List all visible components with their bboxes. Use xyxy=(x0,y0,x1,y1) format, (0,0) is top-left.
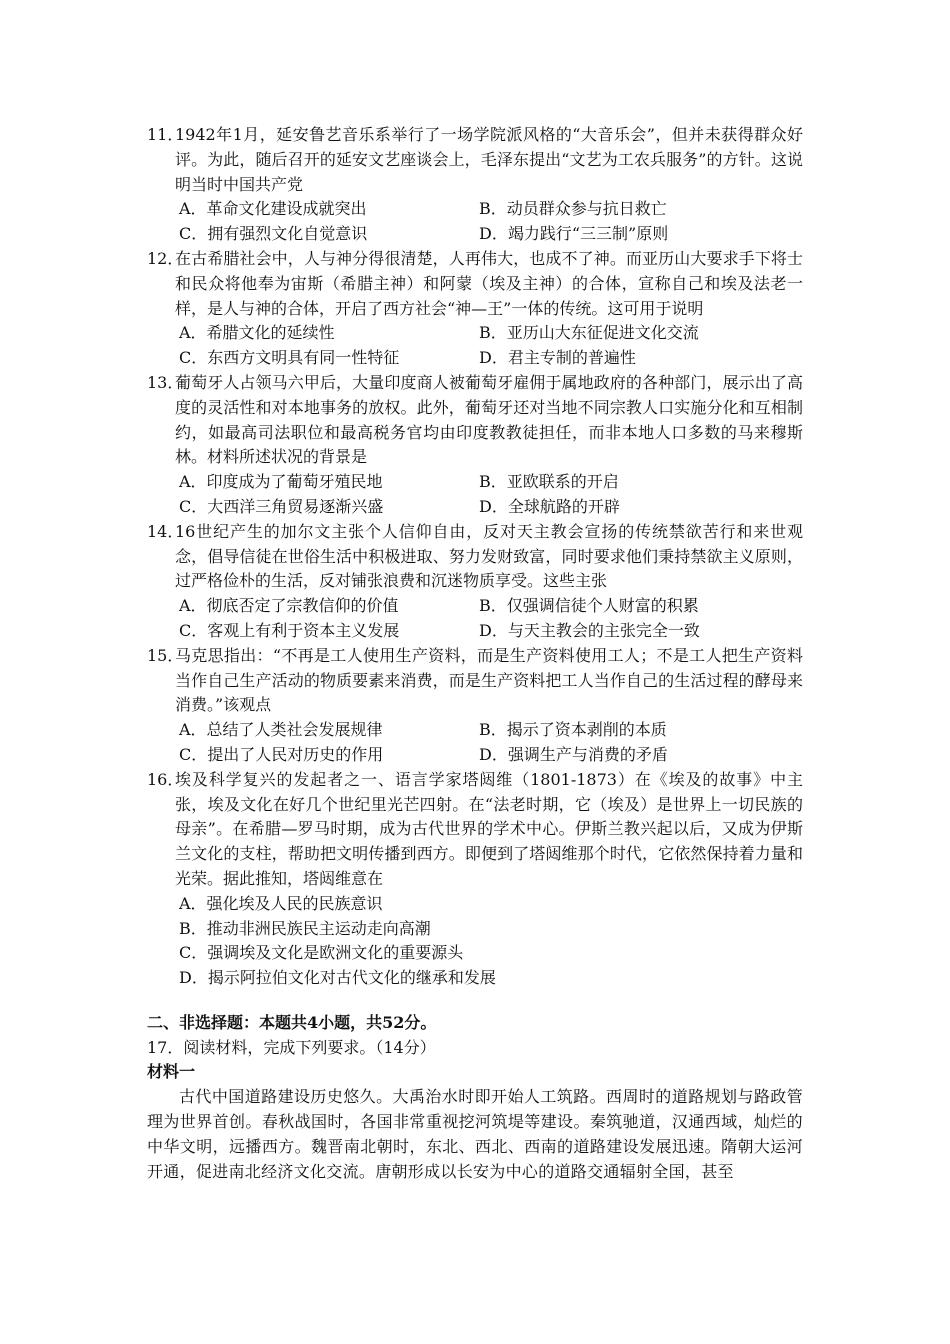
question-15 xyxy=(147,644,803,768)
option-b: B．亚历山大东征促进文化交流 xyxy=(479,323,699,343)
question-13 xyxy=(147,371,803,520)
option-a: A．印度成为了葡萄牙殖民地 xyxy=(179,472,383,492)
question-12 xyxy=(147,247,803,371)
option-c: C．客观上有利于资本主义发展 xyxy=(179,620,400,640)
option-a: A．彻底否定了宗教信仰的价值 xyxy=(179,596,399,616)
option-c: C．东西方文明具有同一性特征 xyxy=(179,348,400,368)
option-a: A．总结了人类社会发展规律 xyxy=(179,720,383,740)
question-number: 15． xyxy=(147,645,184,665)
option-c: C．提出了人民对历史的作用 xyxy=(179,744,384,764)
question-number: 12． xyxy=(147,248,184,268)
option-a: A．希腊文化的延续性 xyxy=(179,323,335,343)
options xyxy=(175,892,803,991)
question-14 xyxy=(147,520,803,644)
question-number: 11． xyxy=(147,125,184,144)
material-text: 古代中国道路建设历史悠久。大禹治水时即开始人工筑路。西周时的道路规划与路政管理为世界首创。春秋战国时，各国非常重视挖河筑堤等建设。秦筑驰道，汉通西域，灿烂的中华文明，远播西方。魏晋南北朝时，东北、西北、西南的道路建设发展迅速。隋朝大运河开通，促进南北经济文化交流。唐朝形成以长安为中心的道路交通辐射全国，甚至 xyxy=(147,1087,803,1181)
option-b: B．亚欧联系的开启 xyxy=(479,472,619,492)
question-16 xyxy=(147,768,803,991)
question-stem: 16世纪产生的加尔文主张个人信仰自由，反对天主教会宣扬的传统禁欲苦行和来世观念，倡导信徒在世俗生活中积极进取、努力发财致富，同时要求他们秉持禁欲主义原则，过严格俭朴的生活，反对铺张浪费和沉迷物质享受。这些主张 xyxy=(175,521,803,591)
option-a: A．革命文化建设成就突出 xyxy=(179,199,367,219)
option-b: B．揭示了资本剥削的本质 xyxy=(479,720,667,740)
option-b: B．仅强调信徒个人财富的积累 xyxy=(479,596,699,616)
option-d: D．君主专制的普遍性 xyxy=(479,348,636,368)
question-17-heading: 17．阅读材料，完成下列要求。（14分） xyxy=(147,1037,436,1057)
option-b: B．动员群众参与抗日救亡 xyxy=(479,199,667,219)
option-d: D．与天主教会的主张完全一致 xyxy=(479,620,700,640)
question-number: 16． xyxy=(147,769,184,789)
option-c: C．强调埃及文化是欧洲文化的重要源头 xyxy=(179,943,464,963)
option-c: C．拥有强烈文化自觉意识 xyxy=(179,224,368,244)
question-stem: 1942年1月，延安鲁艺音乐系举行了一场学院派风格的“大音乐会”，但并未获得群众好评。为此，随后召开的延安文艺座谈会上，毛泽东提出“文艺为工农兵服务”的方针。这说明当时中国共产党 xyxy=(175,125,803,194)
options xyxy=(175,321,803,371)
option-a: A．强化埃及人民的民族意识 xyxy=(179,893,383,913)
option-d: D．揭示阿拉伯文化对古代文化的继承和发展 xyxy=(179,968,496,988)
option-d: D．全球航路的开辟 xyxy=(479,496,620,516)
page-content xyxy=(147,123,803,1184)
section-title: 二、非选择题：本题共4小题，共52分。 xyxy=(147,1012,437,1032)
question-number: 14． xyxy=(147,521,184,541)
question-number: 13． xyxy=(147,372,184,392)
question-stem: 在古希腊社会中，人与神分得很清楚，人再伟大，也成不了神。而亚历山大要求手下将士和民众将他奉为宙斯（希腊主神）和阿蒙（埃及主神）的合体，宣称自己和埃及法老一样，是人与神的合体，开启了西方社会“神—王”一体的传统。这可用于说明 xyxy=(175,248,803,318)
option-b: B．推动非洲民族民主运动走向高潮 xyxy=(179,918,431,938)
question-11 xyxy=(147,123,803,247)
question-stem: 葡萄牙人占领马六甲后，大量印度商人被葡萄牙雇佣于属地政府的各种部门，展示出了高度的灵活性和对本地事务的放权。此外，葡萄牙还对当地不同宗教人口实施分化和互相制约，如最高司法职位和最高税务官均由印度教教徒担任，而非本地人口多数的马来穆斯林。材料所述状况的背景是 xyxy=(175,372,803,467)
options xyxy=(175,470,803,520)
options xyxy=(175,594,803,644)
material-title: 材料一 xyxy=(147,1062,196,1082)
option-d: D．竭力践行“三三制”原则 xyxy=(479,224,669,244)
question-stem: 埃及科学复兴的发起者之一、语言学家塔闼维（1801-1873）在《埃及的故事》中主张，埃及文化在好几个世纪里光芒四射。在“法老时期，它（埃及）是世界上一切民族的母亲”。在希腊—罗马时期，成为古代世界的学术中心。伊斯兰教兴起以后，又成为伊斯兰文化的支柱，帮助把文明传播到西方。即便到了塔闼维那个时代，它依然保持着力量和光荣。据此推知，塔闼维意在 xyxy=(175,769,803,888)
option-c: C．大西洋三角贸易逐渐兴盛 xyxy=(179,496,384,516)
options xyxy=(175,197,803,247)
question-stem: 马克思指出：“不再是工人使用生产资料，而是生产资料使用工人；不是工人把生产资料当作自己生产活动的物质要素来消费，而是生产资料把工人当作自己的生活过程的酵母来消费。”该观点 xyxy=(175,645,803,715)
option-d: D．强调生产与消费的矛盾 xyxy=(479,744,668,764)
options xyxy=(175,718,803,768)
